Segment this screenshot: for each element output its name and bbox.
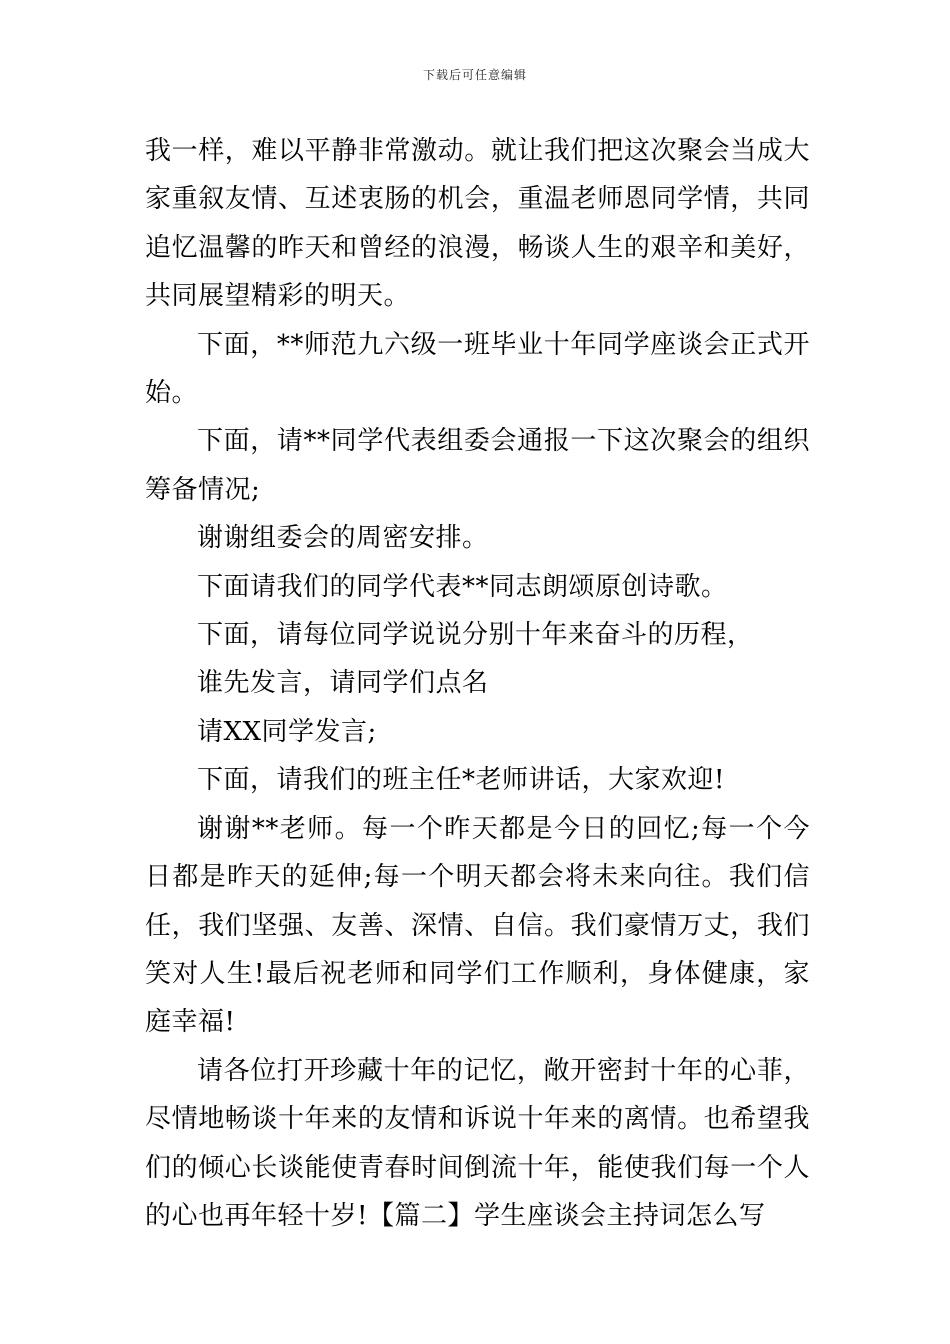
- document-body: [145, 127, 810, 1240]
- paragraph-7: 谁先发言，请同学们点名: [197, 668, 489, 699]
- paragraph-3: 下面，请**同学代表组委会通报一下这次聚会的组织筹备情况;: [145, 426, 810, 505]
- paragraph-5: 下面请我们的同学代表**同志朗颂原创诗歌。: [197, 571, 728, 602]
- paragraph-1: 我一样，难以平静非常激动。就让我们把这次聚会当成大家重叙友情、互述衷肠的机会，重温老师恩同学情，共同追忆温馨的昨天和曾经的浪漫，畅谈人生的艰辛和美好，共同展望精彩的明天。: [145, 136, 810, 312]
- page-header: 下载后可任意编辑: [422, 68, 527, 82]
- paragraph-10: 谢谢**老师。每一个昨天都是今日的回忆;每一个今日都是昨天的延伸;每一个明天都会将未来向往。我们信任，我们坚强、友善、深情、自信。我们豪情万丈，我们笑对人生!最后祝老师和同学们工作顺利，身体健康，家庭幸福!: [145, 813, 810, 1038]
- paragraph-6: 下面，请每位同学说说分别十年来奋斗的历程，: [197, 620, 754, 651]
- paragraph-2: 下面，**师范九六级一班毕业十年同学座谈会正式开始。: [145, 329, 810, 409]
- paragraph-4: 谢谢组委会的周密安排。: [197, 523, 489, 554]
- paragraph-11: 请各位打开珍藏十年的记忆，敞开密封十年的心菲，尽情地畅谈十年来的友情和诉说十年来的离情。也希望我们的倾心长谈能使青春时间倒流十年，能使我们每一个人的心也再年轻十岁!【篇二】学生座谈会主持词怎么写: [145, 1055, 810, 1231]
- paragraph-8: 请XX同学发言;: [197, 716, 377, 747]
- paragraph-9: 下面，请我们的班主任*老师讲话，大家欢迎!: [197, 765, 725, 796]
